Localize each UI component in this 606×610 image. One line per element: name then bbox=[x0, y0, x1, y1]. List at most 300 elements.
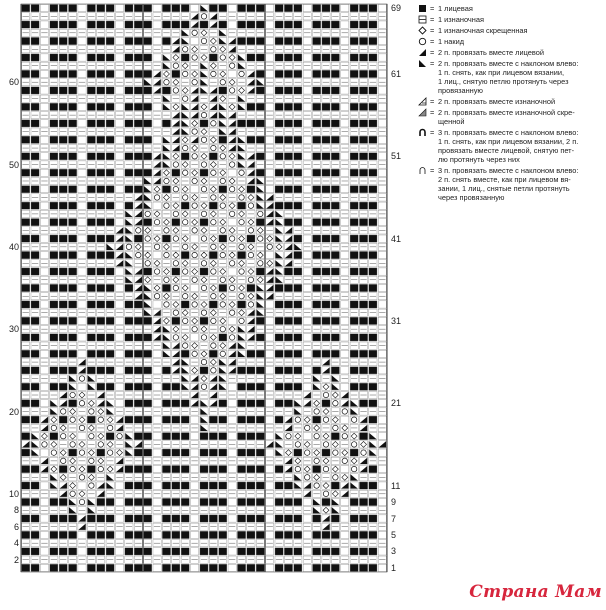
legend-item bbox=[418, 15, 604, 24]
stitch-cell bbox=[284, 383, 292, 390]
stitch-cell bbox=[22, 70, 30, 77]
stitch-cell bbox=[162, 416, 170, 423]
stitch-cell bbox=[191, 37, 199, 44]
stitch-cell bbox=[322, 350, 330, 357]
stitch-cell bbox=[219, 548, 227, 555]
stitch-cell bbox=[228, 219, 236, 226]
stitch-cell bbox=[115, 136, 123, 143]
stitch-cell bbox=[275, 136, 283, 143]
stitch-cell bbox=[359, 169, 367, 176]
stitch-cell bbox=[22, 433, 30, 440]
stitch-cell bbox=[115, 37, 123, 44]
stitch-cell bbox=[378, 120, 386, 127]
stitch-cell bbox=[237, 367, 245, 374]
stitch-cell bbox=[341, 103, 349, 110]
legend-equals: = bbox=[430, 15, 435, 24]
stitch-cell bbox=[294, 268, 302, 275]
stitch-cell bbox=[266, 317, 274, 324]
stitch-cell bbox=[378, 21, 386, 28]
stitch-cell bbox=[78, 433, 86, 440]
stitch-cell bbox=[97, 334, 105, 341]
stitch-cell bbox=[313, 153, 321, 160]
stitch-cell bbox=[191, 433, 199, 440]
stitch-cell bbox=[59, 169, 67, 176]
stitch-cell bbox=[97, 367, 105, 374]
stitch-cell bbox=[331, 301, 339, 308]
stitch-cell bbox=[237, 465, 245, 472]
stitch-cell bbox=[369, 87, 377, 94]
stitch-cell bbox=[294, 317, 302, 324]
stitch-cell bbox=[125, 169, 133, 176]
stitch-cell bbox=[369, 219, 377, 226]
stitch-cell bbox=[341, 416, 349, 423]
stitch-cell bbox=[69, 5, 77, 12]
stitch-cell bbox=[22, 350, 30, 357]
stitch-cell bbox=[87, 334, 95, 341]
stitch-cell bbox=[172, 449, 180, 456]
stitch-cell bbox=[97, 21, 105, 28]
stitch-cell bbox=[134, 136, 142, 143]
stitch-cell bbox=[125, 284, 133, 291]
stitch-cell bbox=[162, 120, 170, 127]
stitch-cell bbox=[181, 202, 189, 209]
stitch-cell bbox=[237, 383, 245, 390]
stitch-cell bbox=[191, 465, 199, 472]
stitch-cell bbox=[162, 21, 170, 28]
stitch-cell bbox=[294, 120, 302, 127]
stitch-cell bbox=[181, 564, 189, 571]
stitch-cell bbox=[284, 334, 292, 341]
stitch-cell bbox=[209, 465, 217, 472]
stitch-cell bbox=[134, 87, 142, 94]
stitch-cell bbox=[341, 219, 349, 226]
stitch-cell bbox=[22, 531, 30, 538]
stitch-cell bbox=[266, 169, 274, 176]
stitch-cell bbox=[50, 54, 58, 61]
stitch-cell bbox=[313, 416, 321, 423]
stitch-cell bbox=[228, 564, 236, 571]
stitch-cell bbox=[78, 169, 86, 176]
stitch-cell bbox=[331, 548, 339, 555]
stitch-cell bbox=[87, 367, 95, 374]
stitch-cell bbox=[294, 54, 302, 61]
stitch-cell bbox=[87, 548, 95, 555]
stitch-cell bbox=[369, 531, 377, 538]
stitch-cell bbox=[313, 54, 321, 61]
stitch-cell bbox=[359, 284, 367, 291]
stitch-cell bbox=[303, 202, 311, 209]
stitch-cell bbox=[341, 5, 349, 12]
stitch-cell bbox=[22, 54, 30, 61]
stitch-cell bbox=[125, 202, 133, 209]
stitch-cell bbox=[59, 268, 67, 275]
stitch-cell bbox=[275, 5, 283, 12]
stitch-cell bbox=[50, 268, 58, 275]
stitch-cell bbox=[350, 5, 358, 12]
stitch-cell bbox=[153, 498, 161, 505]
stitch-cell bbox=[256, 120, 264, 127]
stitch-cell bbox=[22, 334, 30, 341]
stitch-cell bbox=[40, 317, 48, 324]
stitch-cell bbox=[181, 400, 189, 407]
stitch-cell bbox=[144, 153, 152, 160]
stitch-cell bbox=[247, 120, 255, 127]
stitch-cell bbox=[219, 400, 227, 407]
stitch-cell bbox=[228, 416, 236, 423]
stitch-cell bbox=[144, 169, 152, 176]
stitch-cell bbox=[247, 5, 255, 12]
stitch-cell bbox=[134, 482, 142, 489]
stitch-cell bbox=[106, 317, 114, 324]
stitch-cell bbox=[378, 465, 386, 472]
stitch-cell bbox=[50, 350, 58, 357]
stitch-cell bbox=[237, 449, 245, 456]
stitch-cell bbox=[237, 251, 245, 258]
stitch-cell bbox=[359, 136, 367, 143]
stitch-cell bbox=[294, 531, 302, 538]
stitch-cell bbox=[378, 169, 386, 176]
stitch-cell bbox=[87, 169, 95, 176]
legend-text: 1 изнаночная bbox=[438, 15, 484, 24]
stitch-cell bbox=[125, 103, 133, 110]
stitch-cell bbox=[134, 433, 142, 440]
stitch-cell bbox=[162, 449, 170, 456]
stitch-cell bbox=[256, 169, 264, 176]
stitch-cell bbox=[303, 548, 311, 555]
stitch-cell bbox=[284, 87, 292, 94]
right-row-label: 5 bbox=[391, 530, 397, 540]
stitch-cell bbox=[181, 531, 189, 538]
stitch-cell bbox=[322, 317, 330, 324]
stitch-cell bbox=[40, 70, 48, 77]
stitch-cell bbox=[378, 498, 386, 505]
stitch-cell bbox=[97, 268, 105, 275]
stitch-cell bbox=[69, 136, 77, 143]
stitch-cell bbox=[78, 548, 86, 555]
stitch-cell bbox=[134, 367, 142, 374]
stitch-cell bbox=[209, 153, 217, 160]
stitch-cell bbox=[97, 317, 105, 324]
stitch-cell bbox=[369, 120, 377, 127]
stitch-cell bbox=[294, 548, 302, 555]
stitch-cell bbox=[331, 120, 339, 127]
stitch-cell bbox=[313, 87, 321, 94]
stitch-cell bbox=[22, 219, 30, 226]
stitch-cell bbox=[359, 268, 367, 275]
stitch-cell bbox=[284, 548, 292, 555]
stitch-cell bbox=[313, 251, 321, 258]
stitch-cell bbox=[125, 498, 133, 505]
stitch-cell bbox=[331, 433, 339, 440]
stitch-cell bbox=[266, 350, 274, 357]
stitch-cell bbox=[219, 515, 227, 522]
stitch-cell bbox=[209, 498, 217, 505]
stitch-cell bbox=[144, 136, 152, 143]
stitch-cell bbox=[200, 564, 208, 571]
stitch-cell bbox=[313, 367, 321, 374]
stitch-cell bbox=[378, 235, 386, 242]
left-row-label: 2 bbox=[13, 554, 19, 565]
stitch-cell bbox=[294, 334, 302, 341]
stitch-cell bbox=[31, 54, 39, 61]
stitch-cell bbox=[97, 120, 105, 127]
stitch-cell bbox=[369, 482, 377, 489]
stitch-cell bbox=[350, 219, 358, 226]
stitch-cell bbox=[266, 400, 274, 407]
stitch-cell bbox=[87, 70, 95, 77]
legend-list bbox=[418, 4, 604, 202]
stitch-cell bbox=[200, 498, 208, 505]
stitch-cell bbox=[50, 120, 58, 127]
stitch-cell bbox=[284, 153, 292, 160]
stitch-cell bbox=[378, 515, 386, 522]
stitch-cell bbox=[219, 186, 227, 193]
stitch-cell bbox=[369, 202, 377, 209]
stitch-cell bbox=[31, 21, 39, 28]
stitch-cell bbox=[266, 186, 274, 193]
stitch-cell bbox=[322, 136, 330, 143]
stitch-cell bbox=[275, 350, 283, 357]
stitch-cell bbox=[106, 301, 114, 308]
stitch-cell bbox=[162, 383, 170, 390]
stitch-cell bbox=[378, 301, 386, 308]
stitch-cell bbox=[69, 120, 77, 127]
stitch-cell bbox=[266, 433, 274, 440]
stitch-cell bbox=[294, 564, 302, 571]
stitch-cell bbox=[275, 334, 283, 341]
stitch-cell bbox=[322, 301, 330, 308]
stitch-cell bbox=[50, 367, 58, 374]
stitch-cell bbox=[256, 334, 264, 341]
stitch-cell bbox=[172, 465, 180, 472]
stitch-cell bbox=[22, 103, 30, 110]
stitch-cell bbox=[87, 465, 95, 472]
stitch-cell bbox=[125, 482, 133, 489]
right-row-label: 69 bbox=[391, 3, 402, 14]
stitch-cell bbox=[256, 367, 264, 374]
stitch-cell bbox=[106, 202, 114, 209]
stitch-cell bbox=[313, 268, 321, 275]
stitch-cell bbox=[134, 498, 142, 505]
stitch-cell bbox=[341, 120, 349, 127]
stitch-cell bbox=[359, 219, 367, 226]
stitch-cell bbox=[331, 169, 339, 176]
stitch-cell bbox=[172, 317, 180, 324]
stitch-cell bbox=[369, 5, 377, 12]
stitch-cell bbox=[303, 103, 311, 110]
stitch-cell bbox=[313, 515, 321, 522]
stitch-cell bbox=[322, 153, 330, 160]
stitch-cell bbox=[303, 301, 311, 308]
stitch-cell bbox=[322, 564, 330, 571]
stitch-cell bbox=[22, 383, 30, 390]
stitch-cell bbox=[331, 350, 339, 357]
stitch-cell bbox=[313, 5, 321, 12]
open-arch-icon bbox=[418, 166, 427, 175]
stitch-cell bbox=[106, 21, 114, 28]
stitch-cell bbox=[106, 564, 114, 571]
stitch-cell bbox=[144, 400, 152, 407]
stitch-cell bbox=[22, 87, 30, 94]
stitch-cell bbox=[78, 202, 86, 209]
stitch-cell bbox=[359, 301, 367, 308]
stitch-cell bbox=[153, 383, 161, 390]
stitch-cell bbox=[369, 416, 377, 423]
stitch-cell bbox=[191, 416, 199, 423]
stitch-cell bbox=[134, 186, 142, 193]
stitch-cell bbox=[31, 482, 39, 489]
stitch-cell bbox=[284, 219, 292, 226]
stitch-cell bbox=[275, 383, 283, 390]
stitch-cell bbox=[378, 317, 386, 324]
stitch-cell bbox=[97, 515, 105, 522]
stitch-cell bbox=[331, 268, 339, 275]
stitch-cell bbox=[191, 284, 199, 291]
stitch-cell bbox=[256, 268, 264, 275]
stitch-cell bbox=[59, 235, 67, 242]
stitch-cell bbox=[134, 120, 142, 127]
stitch-cell bbox=[97, 564, 105, 571]
stitch-cell bbox=[31, 120, 39, 127]
stitch-cell bbox=[341, 317, 349, 324]
stitch-cell bbox=[40, 54, 48, 61]
left-row-label: 20 bbox=[8, 406, 19, 417]
stitch-cell bbox=[359, 531, 367, 538]
legend-text: 2 п. провязать вместе изнаночной скре- щенной bbox=[438, 108, 575, 126]
right-row-label: 3 bbox=[391, 546, 397, 557]
stitch-cell bbox=[378, 367, 386, 374]
stitch-cell bbox=[294, 350, 302, 357]
stitch-cell bbox=[303, 37, 311, 44]
stitch-cell bbox=[322, 5, 330, 12]
stitch-cell bbox=[247, 367, 255, 374]
stitch-cell bbox=[115, 515, 123, 522]
stitch-cell bbox=[284, 202, 292, 209]
stitch-cell bbox=[359, 70, 367, 77]
stitch-cell bbox=[237, 515, 245, 522]
stitch-cell bbox=[369, 317, 377, 324]
stitch-cell bbox=[341, 284, 349, 291]
stitch-cell bbox=[284, 103, 292, 110]
stitch-cell bbox=[303, 21, 311, 28]
stitch-cell bbox=[219, 21, 227, 28]
stitch-cell bbox=[69, 367, 77, 374]
stitch-cell bbox=[191, 235, 199, 242]
stitch-cell bbox=[303, 350, 311, 357]
stitch-cell bbox=[313, 564, 321, 571]
stitch-cell bbox=[322, 251, 330, 258]
stitch-cell bbox=[275, 482, 283, 489]
stitch-cell bbox=[31, 531, 39, 538]
stitch-cell bbox=[40, 103, 48, 110]
stitch-cell bbox=[256, 153, 264, 160]
stitch-cell bbox=[350, 564, 358, 571]
stitch-cell bbox=[31, 564, 39, 571]
stitch-cell bbox=[256, 400, 264, 407]
stitch-cell bbox=[294, 498, 302, 505]
stitch-cell bbox=[50, 498, 58, 505]
stitch-cell bbox=[331, 515, 339, 522]
left-row-label: 60 bbox=[8, 77, 19, 88]
stitch-cell bbox=[247, 515, 255, 522]
left-row-label: 4 bbox=[13, 538, 19, 549]
stitch-cell bbox=[303, 169, 311, 176]
stitch-cell bbox=[22, 498, 30, 505]
stitch-cell bbox=[266, 5, 274, 12]
stitch-cell bbox=[350, 21, 358, 28]
stitch-cell bbox=[69, 37, 77, 44]
circle-icon bbox=[418, 37, 427, 46]
stitch-cell bbox=[266, 367, 274, 374]
stitch-cell bbox=[115, 153, 123, 160]
stitch-cell bbox=[313, 37, 321, 44]
stitch-cell bbox=[237, 5, 245, 12]
stitch-cell bbox=[266, 416, 274, 423]
stitch-cell bbox=[378, 350, 386, 357]
stitch-cell bbox=[97, 251, 105, 258]
stitch-cell bbox=[125, 367, 133, 374]
stitch-cell bbox=[247, 498, 255, 505]
stitch-cell bbox=[134, 317, 142, 324]
stitch-cell bbox=[181, 251, 189, 258]
stitch-cell bbox=[294, 251, 302, 258]
stitch-cell bbox=[31, 416, 39, 423]
stitch-cell bbox=[69, 153, 77, 160]
stitch-cell bbox=[303, 153, 311, 160]
legend-text: 3 п. провязать вместе с наклоном влево: 2 п. снять вместе, как при лицевом вя- зании, 1 лиц., снятые петли протянуть через провязанную bbox=[438, 166, 579, 202]
stitch-cell bbox=[284, 169, 292, 176]
stitch-cell bbox=[322, 531, 330, 538]
left-row-label: 30 bbox=[8, 324, 19, 335]
stitch-cell bbox=[97, 136, 105, 143]
right-row-label: 21 bbox=[391, 398, 402, 409]
stitch-cell bbox=[172, 219, 180, 226]
stitch-cell bbox=[125, 515, 133, 522]
stitch-cell bbox=[378, 268, 386, 275]
stitch-cell bbox=[350, 317, 358, 324]
stitch-cell bbox=[359, 383, 367, 390]
stitch-cell bbox=[172, 400, 180, 407]
stitch-cell bbox=[125, 70, 133, 77]
stitch-cell bbox=[378, 416, 386, 423]
stitch-cell bbox=[69, 169, 77, 176]
stitch-cell bbox=[162, 515, 170, 522]
stitch-cell bbox=[69, 235, 77, 242]
stitch-cell bbox=[341, 21, 349, 28]
stitch-cell bbox=[359, 564, 367, 571]
stitch-cell bbox=[87, 284, 95, 291]
stitch-cell bbox=[378, 284, 386, 291]
stitch-cell bbox=[275, 367, 283, 374]
stitch-cell bbox=[134, 235, 142, 242]
stitch-cell bbox=[200, 465, 208, 472]
stitch-cell bbox=[313, 219, 321, 226]
stitch-cell bbox=[331, 202, 339, 209]
stitch-cell bbox=[209, 449, 217, 456]
stitch-cell bbox=[294, 70, 302, 77]
stitch-cell bbox=[134, 37, 142, 44]
stitch-cell bbox=[247, 136, 255, 143]
stitch-cell bbox=[219, 482, 227, 489]
stitch-cell bbox=[59, 515, 67, 522]
stitch-cell bbox=[78, 5, 86, 12]
stitch-cell bbox=[284, 367, 292, 374]
stitch-cell bbox=[40, 5, 48, 12]
stitch-cell bbox=[359, 103, 367, 110]
stitch-cell bbox=[59, 54, 67, 61]
stitch-cell bbox=[228, 465, 236, 472]
stitch-cell bbox=[31, 202, 39, 209]
